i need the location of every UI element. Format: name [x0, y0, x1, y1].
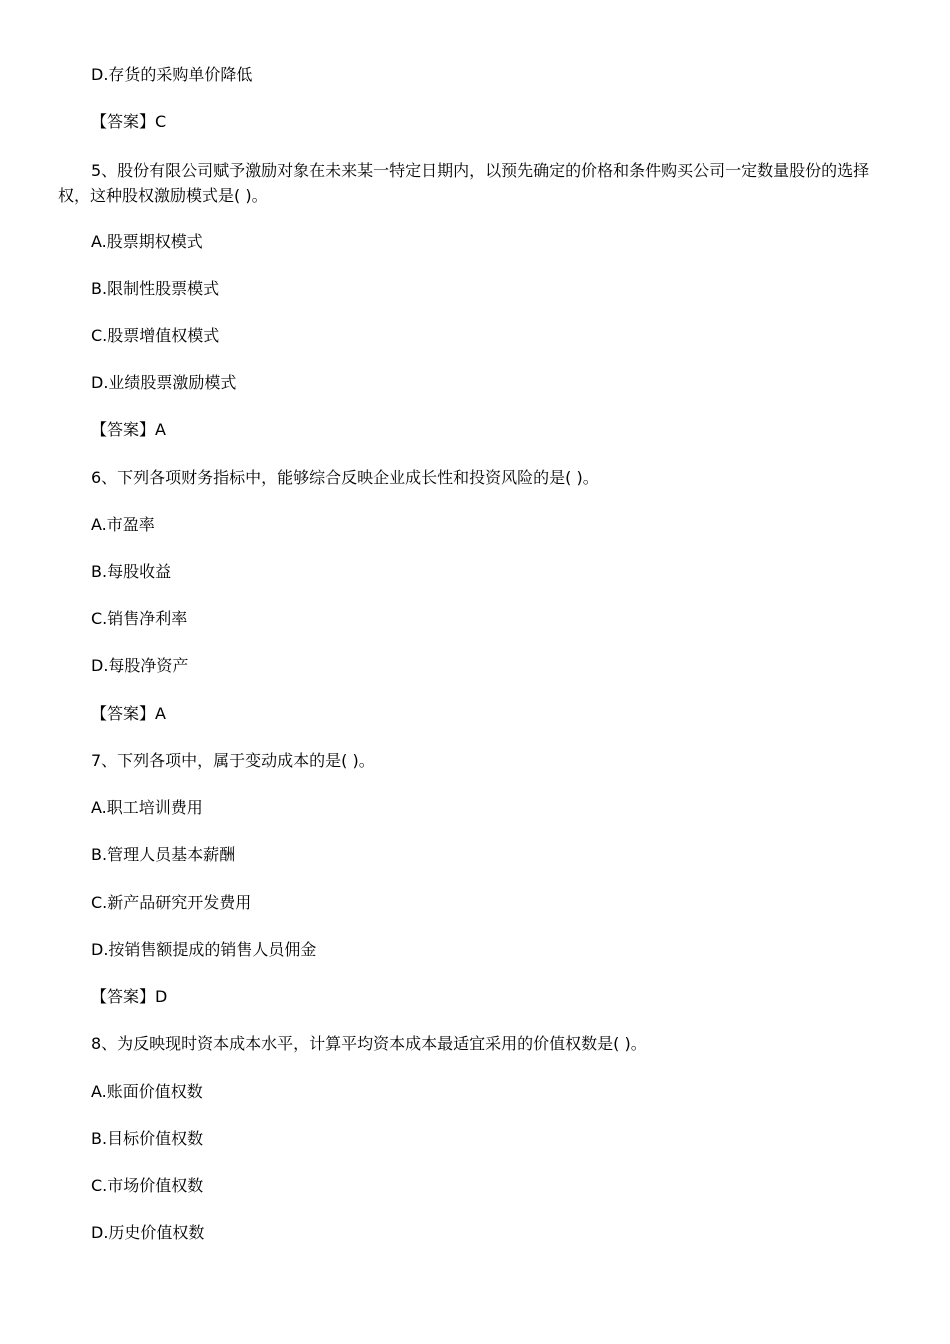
q8-stem: 8、为反映现时资本成本水平，计算平均资本成本最适宜采用的价值权数是( )。	[91, 1034, 647, 1053]
q7-stem: 7、下列各项中，属于变动成本的是( )。	[91, 751, 375, 770]
q7-option-b: B.管理人员基本薪酬	[91, 845, 236, 864]
q7-answer: 【答案】D	[91, 987, 168, 1006]
q7-option-d: D.按销售额提成的销售人员佣金	[91, 940, 317, 959]
q6-option-b: B.每股收益	[91, 562, 172, 581]
q5-option-a: A.股票期权模式	[91, 232, 203, 251]
q5-option-b: B.限制性股票模式	[91, 279, 220, 298]
q6-option-d: D.每股净资产	[91, 656, 189, 675]
q6-stem: 6、下列各项财务指标中，能够综合反映企业成长性和投资风险的是( )。	[91, 468, 599, 487]
q5-answer: 【答案】A	[91, 420, 166, 439]
q6-answer: 【答案】A	[91, 704, 166, 723]
q4-answer: 【答案】C	[91, 112, 167, 131]
q6-option-a: A.市盈率	[91, 515, 155, 534]
q8-option-a: A.账面价值权数	[91, 1082, 203, 1101]
q8-option-c: C.市场价值权数	[91, 1176, 204, 1195]
q5-option-c: C.股票增值权模式	[91, 326, 220, 345]
q8-option-d: D.历史价值权数	[91, 1223, 205, 1242]
q5-option-d: D.业绩股票激励模式	[91, 373, 237, 392]
q7-option-c: C.新产品研究开发费用	[91, 893, 252, 912]
q7-option-a: A.职工培训费用	[91, 798, 203, 817]
q4-option-d: D.存货的采购单价降低	[91, 65, 253, 84]
q8-option-b: B.目标价值权数	[91, 1129, 204, 1148]
q6-option-c: C.销售净利率	[91, 609, 188, 628]
q5-stem: 5、股份有限公司赋予激励对象在未来某一特定日期内，以预先确定的价格和条件购买公司一定数量股份的选择权，这种股权激励模式是( )。	[58, 161, 870, 205]
